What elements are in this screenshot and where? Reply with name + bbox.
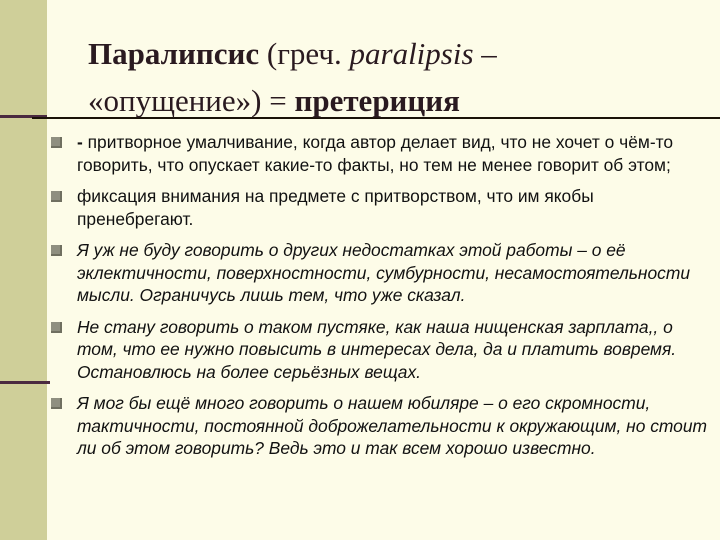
side-rule	[0, 381, 50, 384]
bullet-square-icon	[51, 398, 62, 409]
example-3-text: Я мог бы ещё много говорить о нашем юбиляре – о его скромности, тактичности, постоянной доброжелательности к окружающим, но стоит ли об этом говорить? Ведь это и так всем хорошо известно.	[77, 393, 708, 458]
slide-title	[88, 30, 698, 124]
list-item-fixation	[48, 185, 708, 230]
title-dash: –	[473, 36, 497, 71]
list-item-example-2	[48, 316, 708, 384]
bullet-square-icon	[51, 191, 62, 202]
bullet-list	[48, 131, 708, 469]
title-paren-open: (греч.	[259, 36, 350, 71]
bullet-square-icon	[51, 137, 62, 148]
title-equals: =	[261, 83, 295, 118]
definition-text: притворное умалчивание, когда автор делает вид, что не хочет о чём-то говорить, что опускает какие-то факты, но тем не менее говорит об этом;	[77, 132, 674, 175]
bullet-square-icon	[51, 322, 62, 333]
title-synonym: претериция	[294, 83, 460, 118]
title-greek: paralipsis	[349, 36, 474, 71]
title-term: Паралипсис	[88, 36, 260, 71]
list-item-example-3	[48, 392, 708, 460]
bullet-square-icon	[51, 245, 62, 256]
example-1-text: Я уж не буду говорить о других недостатках этой работы – о её эклектичности, поверхностности, сумбурности, несамостоятельности мысли. Ограничусь лишь тем, что уже сказал.	[77, 240, 690, 305]
title-meaning: «опущение»)	[88, 83, 262, 118]
fixation-text: фиксация внимания на предмете с притворством, что им якобы пренебрегают.	[77, 186, 594, 229]
definition-dash: -	[77, 132, 88, 152]
left-decor-bar	[0, 0, 47, 540]
list-item-example-1	[48, 239, 708, 307]
example-2-text: Не стану говорить о таком пустяке, как наша нищенская зарплата,, о том, что ее нужно повысить в интересах дела, да и платить вовремя. Остановлюсь на более серьёзных вещах.	[77, 316, 677, 382]
list-item-definition	[48, 131, 708, 176]
